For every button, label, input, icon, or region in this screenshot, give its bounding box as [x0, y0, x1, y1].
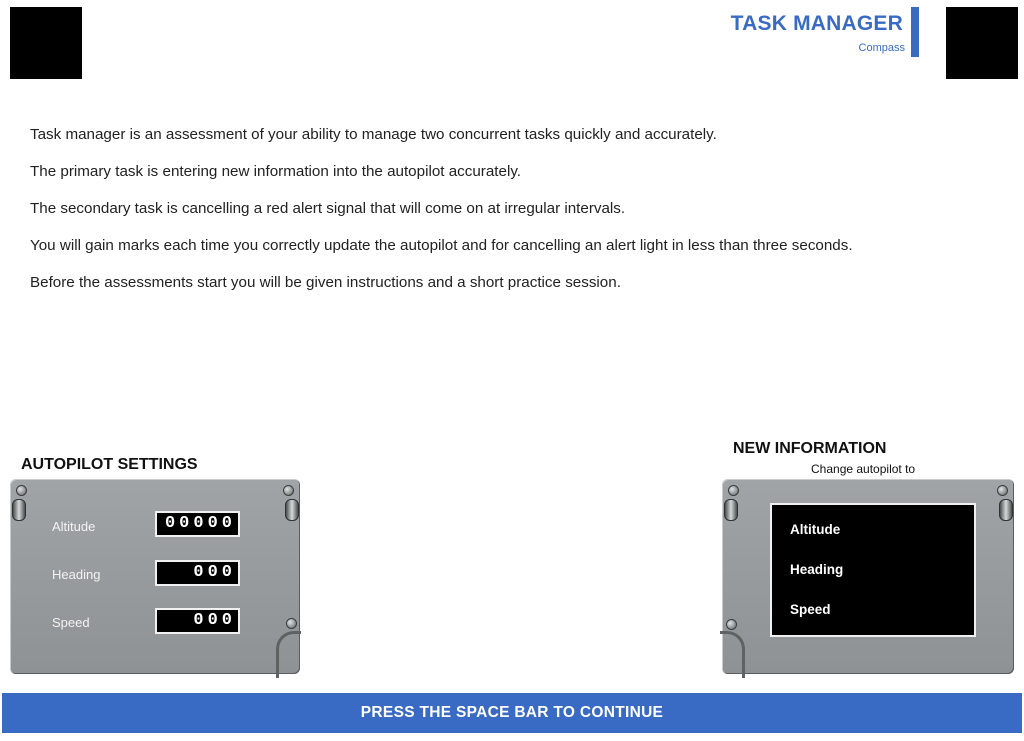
- intro-paragraph: You will gain marks each time you correctly update the autopilot and for cancelling an alert light in less than three seconds.: [30, 237, 853, 254]
- intro-text: [30, 126, 990, 311]
- speed-counter: 000: [155, 608, 240, 634]
- continue-button[interactable]: PRESS THE SPACE BAR TO CONTINUE: [2, 693, 1022, 733]
- knob-icon: [12, 499, 26, 521]
- intro-paragraph: Task manager is an assessment of your ability to manage two concurrent tasks quickly and accurately.: [30, 126, 717, 143]
- new-speed-label: Speed: [790, 602, 831, 617]
- screw-icon: [997, 485, 1008, 496]
- intro-paragraph: The primary task is entering new information into the autopilot accurately.: [30, 163, 522, 180]
- speed-label: Speed: [52, 615, 90, 630]
- knob-icon: [999, 499, 1013, 521]
- screw-icon: [16, 485, 27, 496]
- new-heading-label: Heading: [790, 562, 844, 577]
- intro-paragraph: The secondary task is cancelling a red alert signal that will come on at irregular intervals.: [30, 200, 626, 217]
- logo-right-block: [946, 7, 1018, 79]
- header-accent-bar: [911, 7, 919, 57]
- panel-corner-curve: [276, 631, 301, 678]
- altitude-counter: 00000: [155, 511, 240, 537]
- knob-icon: [724, 499, 738, 521]
- new-information-screen: [770, 503, 976, 637]
- screw-icon: [283, 485, 294, 496]
- new-altitude-label: Altitude: [790, 522, 841, 537]
- heading-label: Heading: [52, 567, 101, 582]
- panel-corner-curve: [720, 631, 745, 678]
- altitude-label: Altitude: [52, 519, 96, 534]
- knob-icon: [285, 499, 299, 521]
- screw-icon: [726, 619, 737, 630]
- page-subtitle: Compass: [858, 42, 905, 54]
- heading-counter: 000: [155, 560, 240, 586]
- autopilot-settings-title: AUTOPILOT SETTINGS: [21, 456, 198, 473]
- logo-left-block: [10, 7, 82, 79]
- screw-icon: [728, 485, 739, 496]
- page-title: TASK MANAGER: [730, 12, 903, 35]
- screw-icon: [286, 618, 297, 629]
- new-information-subtitle: Change autopilot to: [811, 462, 916, 476]
- new-information-title: NEW INFORMATION: [733, 440, 887, 457]
- autopilot-panel: [10, 479, 300, 674]
- intro-paragraph: Before the assessments start you will be given instructions and a short practice session.: [30, 274, 621, 291]
